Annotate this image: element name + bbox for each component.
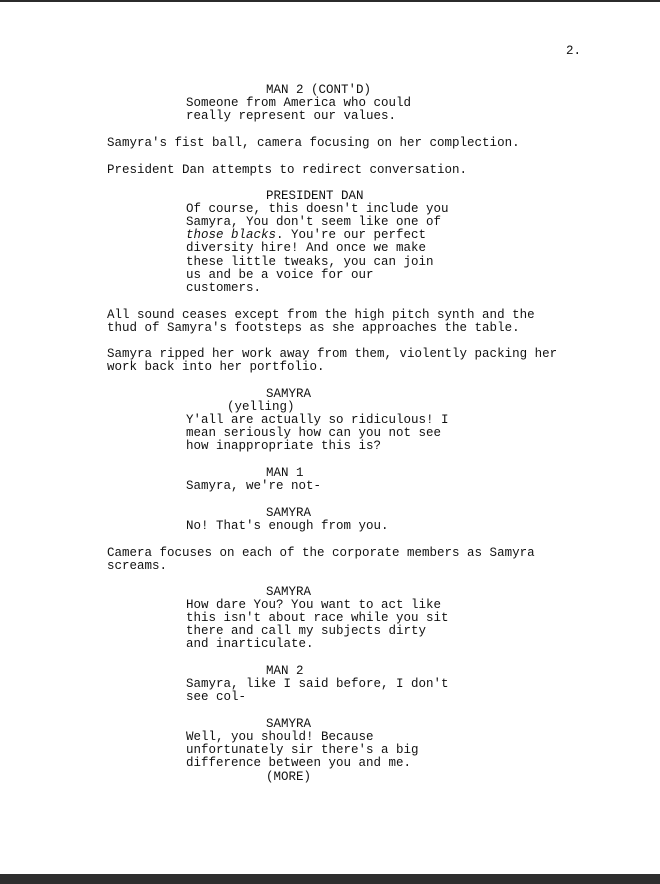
character-cue: SAMYRA: [266, 717, 312, 731]
action-line: thud of Samyra's footsteps as she approaches the table.: [107, 321, 520, 335]
character-cue: PRESIDENT DAN: [266, 189, 364, 203]
dialogue-line: Y'all are actually so ridiculous! I: [186, 413, 449, 427]
bottom-bar: [0, 874, 660, 884]
dialogue-line: this isn't about race while you sit: [186, 611, 449, 625]
character-cue: SAMYRA: [266, 387, 312, 401]
action-line: All sound ceases except from the high pitch synth and the: [107, 308, 535, 322]
dialogue-line: difference between you and me.: [186, 756, 412, 770]
parenthetical: (yelling): [227, 400, 295, 414]
dialogue-line: us and be a voice for our: [186, 268, 374, 282]
dialogue-line: and inarticulate.: [186, 637, 314, 651]
dialogue-line: unfortunately sir there's a big: [186, 743, 419, 757]
action-line: screams.: [107, 559, 168, 573]
action-line: work back into her portfolio.: [107, 360, 325, 374]
dialogue-line: customers.: [186, 281, 262, 295]
character-cue: SAMYRA: [266, 585, 312, 599]
dialogue-line: Samyra, we're not-: [186, 479, 322, 493]
character-cue: SAMYRA: [266, 506, 312, 520]
dialogue-line: these little tweaks, you can join: [186, 255, 434, 269]
more-marker: (MORE): [266, 770, 312, 784]
dialogue-line: No! That's enough from you.: [186, 519, 389, 533]
dialogue-line: there and call my subjects dirty: [186, 624, 427, 638]
character-cue: MAN 2 (CONT'D): [266, 83, 372, 97]
dialogue-line: diversity hire! And once we make: [186, 241, 427, 255]
dialogue-line: mean seriously how can you not see: [186, 426, 442, 440]
dialogue-line: see col-: [186, 690, 247, 704]
italic-emphasis: those blacks: [186, 228, 277, 242]
dialogue-line: really represent our values.: [186, 109, 397, 123]
dialogue-line: Someone from America who could: [186, 96, 412, 110]
action-line: Camera focuses on each of the corporate members as Samyra: [107, 546, 535, 560]
dialogue-line: Of course, this doesn't include you: [186, 202, 449, 216]
dialogue-line: Samyra, You don't seem like one of: [186, 215, 442, 229]
dialogue-line: Well, you should! Because: [186, 730, 374, 744]
dialogue-line: how inappropriate this is?: [186, 439, 382, 453]
page-number: 2.: [566, 44, 582, 58]
action-line: President Dan attempts to redirect conversation.: [107, 163, 468, 177]
character-cue: MAN 2: [266, 664, 304, 678]
dialogue-fragment: . You're our perfect: [276, 228, 427, 242]
action-line: Samyra's fist ball, camera focusing on her complection.: [107, 136, 520, 150]
action-line: Samyra ripped her work away from them, violently packing her: [107, 347, 558, 361]
dialogue-line: Samyra, like I said before, I don't: [186, 677, 449, 691]
dialogue-line: How dare You? You want to act like: [186, 598, 442, 612]
character-cue: MAN 1: [266, 466, 304, 480]
